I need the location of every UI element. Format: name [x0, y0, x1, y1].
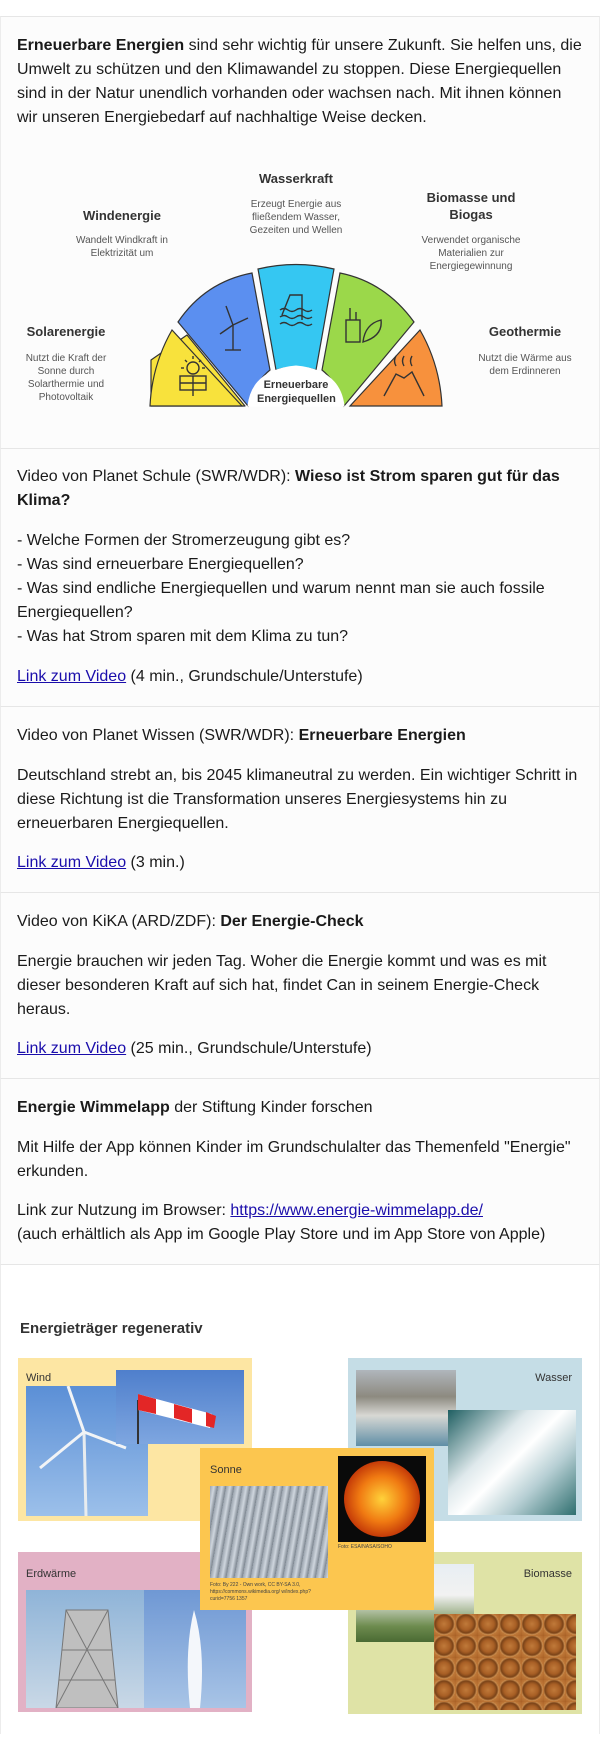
sun-icon	[338, 1456, 426, 1542]
video2-link[interactable]: Link zum Video	[17, 854, 127, 871]
sun-photo	[338, 1456, 426, 1542]
center-label: Erneuerbare Energiequellen	[257, 379, 336, 405]
video2-meta: (3 min.)	[126, 854, 185, 871]
video2-text: Deutschland strebt an, bis 2045 klimaneutral zu werden. Ein wichtiger Schritt in diese Richtung ist die Transformation unseres Energiesystems hin zu erneuerbaren Energiequellen.	[17, 767, 578, 832]
video2-prefix: Video von Planet Wissen (SWR/WDR):	[17, 727, 299, 744]
app-subtitle: der Stiftung Kinder forschen	[169, 1099, 373, 1116]
waterfall-photo	[448, 1410, 576, 1515]
video2-title: Erneuerbare Energien	[298, 727, 466, 744]
wasser-desc: Erzeugt Energie aus fließendem Wasser, Gezeiten und Wellen	[249, 199, 343, 236]
intro-bold: Erneuerbare Energien	[17, 37, 185, 54]
geo-title: Geothermie	[488, 324, 562, 339]
sun-credit: Foto: ESA/NASA/SOHO	[338, 1544, 392, 1550]
app-link[interactable]: https://www.energie-wimmelapp.de/	[230, 1202, 483, 1219]
solar-title: Solarenergie	[26, 324, 106, 339]
video1-meta: (4 min., Grundschule/Unterstufe)	[126, 668, 363, 685]
app-link-line	[17, 1199, 583, 1247]
solar-desc: Nutzt die Kraft der Sonne durch Solarthermie und Photovoltaik	[25, 353, 107, 403]
infographic	[0, 160, 600, 410]
intro-text	[17, 34, 583, 130]
wind-title: Windenergie	[83, 208, 161, 223]
video1-question: - Was sind erneuerbare Energiequellen?	[17, 556, 304, 573]
solar-collectors-photo	[210, 1486, 328, 1578]
biomasse-label: Biomasse	[523, 1568, 572, 1580]
video1-link[interactable]: Link zum Video	[17, 668, 127, 685]
video3-text: Energie brauchen wir jeden Tag. Woher die Energie kommt und was es mit dieser besonderen Kraft auf sich hat, findet Can in seinem Energie-Check heraus.	[17, 953, 547, 1018]
sonne-tile	[200, 1448, 434, 1610]
sonne-label: Sonne	[210, 1464, 242, 1476]
firewood-photo	[434, 1614, 576, 1710]
wasser-title: Wasserkraft	[259, 171, 333, 186]
video3-link-line	[17, 1037, 583, 1061]
video3-prefix: Video von KiKA (ARD/ZDF):	[17, 913, 221, 930]
video1-title: Wieso ist Strom sparen gut für das Klima?	[17, 468, 560, 509]
geo-desc: Nutzt die Wärme aus dem Erdinneren	[478, 353, 572, 377]
intro-body: sind sehr wichtig für unsere Zukunft. Sie helfen uns, die Umwelt zu schützen und den Klimawandel zu stoppen. Diese Energiequellen sind in der Natur unendlich vorhanden oder wachsen nach. Mit ihnen können wir unseren Energiebedarf auf nachhaltige Weise decken.	[17, 37, 582, 126]
video1-link-line	[17, 665, 583, 689]
app-link-prefix: Link zur Nutzung im Browser:	[17, 1202, 231, 1219]
app-heading	[17, 1096, 583, 1120]
wind-desc: Wandelt Windkraft in Elektrizität um	[76, 235, 168, 259]
app-note: (auch erhältlich als App im Google Play Store und im App Store von Apple)	[17, 1226, 546, 1243]
collage-title: Energieträger regenerativ	[20, 1320, 203, 1337]
video1-prefix: Video von Planet Schule (SWR/WDR):	[17, 468, 296, 485]
video3-title: Der Energie-Check	[220, 913, 364, 930]
video3-link[interactable]: Link zum Video	[17, 1040, 127, 1057]
video1-question: - Was sind endliche Energiequellen und warum nennt man sie auch fossile Energiequellen?	[17, 580, 545, 621]
video1-question: - Was hat Strom sparen mit dem Klima zu tun?	[17, 628, 349, 645]
bio-title: Biomasse und Biogas	[426, 190, 516, 222]
video1-question: - Welche Formen der Stromerzeugung gibt es?	[17, 532, 351, 549]
video1-questions	[17, 529, 583, 649]
video1-heading	[17, 465, 583, 513]
wind-label: Wind	[26, 1372, 52, 1384]
solar-credit: Foto: By 222 - Own work, CC BY-SA 3.0, https://commons.wikimedia.org/ w/index.php?curid=7756 1357	[210, 1582, 311, 1602]
video3-meta: (25 min., Grundschule/Unterstufe)	[126, 1040, 372, 1057]
bio-desc: Verwendet organische Materialien zur Energiegewinnung	[421, 235, 521, 272]
windsock-photo	[116, 1370, 244, 1444]
video2-heading	[17, 724, 583, 748]
tower-icon	[26, 1590, 148, 1708]
video2-link-line	[17, 851, 583, 875]
hydro-plant-photo	[356, 1370, 456, 1446]
app-text: Mit Hilfe der App können Kinder im Grundschulalter das Themenfeld "Energie" erkunden.	[17, 1139, 571, 1180]
app-title: Energie Wimmelapp	[17, 1099, 170, 1116]
windsock-icon	[116, 1370, 244, 1444]
geothermal-tower-photo	[26, 1590, 148, 1708]
video3-heading	[17, 910, 583, 934]
wasser-label: Wasser	[535, 1372, 572, 1384]
erdwaerme-label: Erdwärme	[26, 1568, 77, 1580]
